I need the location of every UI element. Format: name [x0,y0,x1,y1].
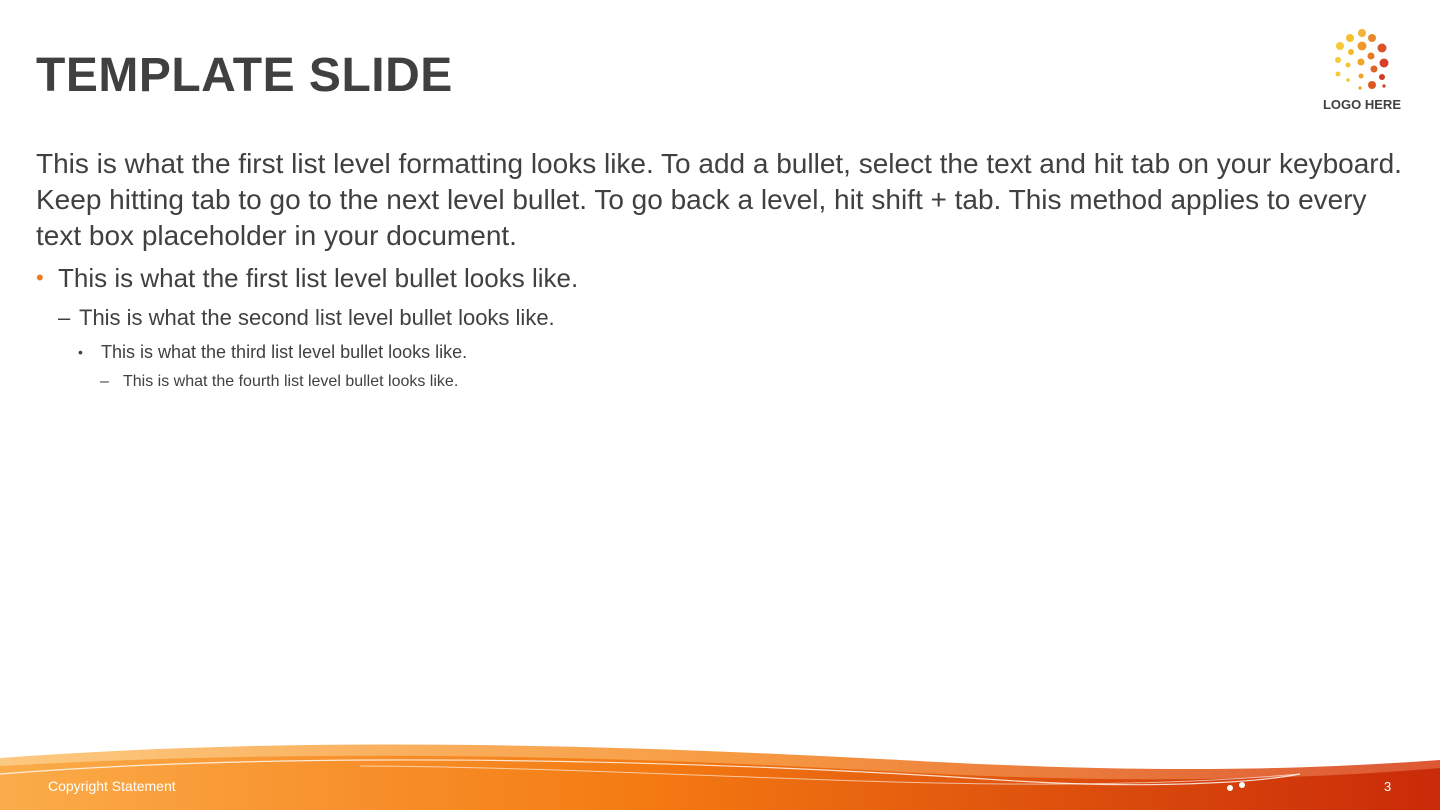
body-paragraph: This is what the first list level formatting looks like. To add a bullet, select the text and hit tab on your keyboard. Keep hitting tab to go to the next level bullet. To go back a level, hit shift + tab. This method applies to every text box placeholder in your document. [36,148,1402,251]
bullet-dot-icon: • [36,265,44,290]
list-item-text: This is what the fourth list level bullet looks like. [123,373,459,390]
list-item-level-2 [36,304,1336,332]
copyright-statement: Copyright Statement [48,778,176,794]
page-number: 3 [1384,779,1392,794]
footer-wave-decoration [0,730,1440,810]
bullet-dash-icon: – [100,373,109,390]
list-item-level-1 [36,262,1336,294]
list-item-text: This is what the second list level bullet looks like. [79,305,555,330]
footer-wave [0,730,1440,810]
logo [1318,28,1408,118]
list-item-text: This is what the first list level bullet looks like. [58,263,579,293]
bullet-list [36,262,1336,393]
dot-sunburst-logo-icon [1326,28,1406,92]
bullet-dot-icon: • [78,344,83,360]
list-item-text: This is what the third list level bullet looks like. [101,342,468,362]
slide-title: TEMPLATE SLIDE [36,49,453,102]
list-item-level-3 [36,340,1336,364]
bullet-dash-icon: – [58,305,71,330]
logo-label: LOGO HERE [1322,97,1401,112]
list-item-level-4 [36,371,1336,393]
